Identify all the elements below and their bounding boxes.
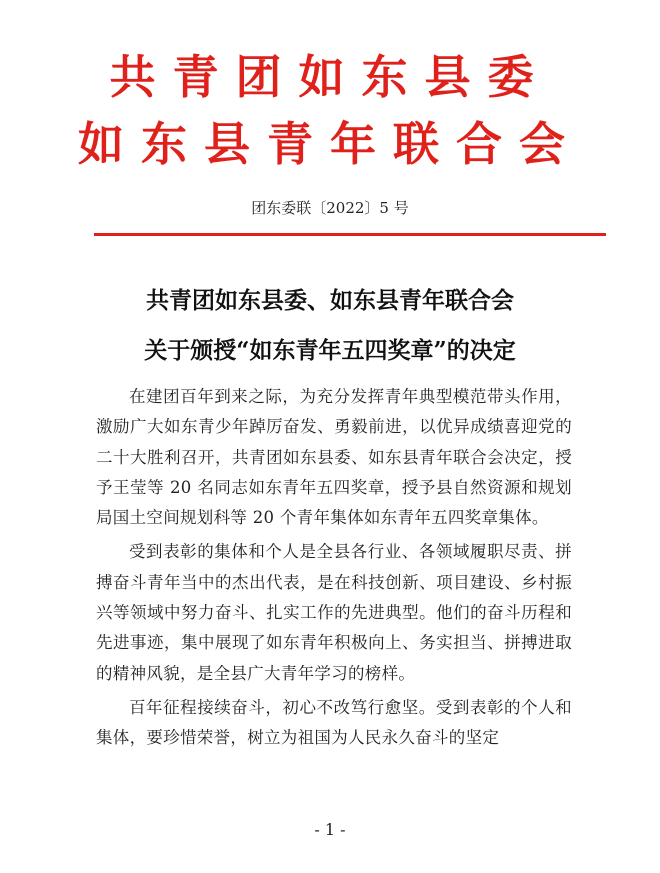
red-divider-line [94,233,606,236]
body-paragraph-2: 受到表彰的集体和个人是全县各行业、各领域履职尽责、拼搏奋斗青年当中的杰出代表，是在科技创新、项目建设、乡村振兴等领域中努力奋斗、扎实工作的先进典型。他们的奋斗历程和先进事迹，集中展现了如东青年积极向上、务实担当、拼搏进取的精神风貌，是全县广大青年学习的榜样。 [96,542,572,683]
page-number: - 1 - [314,820,346,839]
body-paragraph-3: 百年征程接续奋斗，初心不改笃行愈坚。受到表彰的个人和集体，要珍惜荣誉，树立为祖国为人民永久奋斗的坚定 [96,697,572,748]
letterhead-line-1: 共青团如东县委 [109,50,551,104]
document-number: 团东委联〔2022〕5 号 [251,199,409,217]
document-title-line-1: 共青团如东县委、如东县青年联合会 [146,287,514,314]
body-paragraph-1: 在建团百年到来之际，为充分发挥青年典型模范带头作用，激励广大如东青少年踔厉奋发、勇毅前进，以优异成绩喜迎党的二十大胜利召开，共青团如东县委、如东县青年联合会决定，授予王莹等 20 名同志如东青年五四奖章，授予县自然资源和规划局国土空间规划科等 20 个青年集体如东青年五四奖章集体。 [96,387,572,528]
document-title-line-2: 关于颁授“如东青年五四奖章”的决定 [144,337,516,364]
document-body [96,382,572,758]
letterhead-line-2: 如东县青年联合会 [78,117,582,171]
